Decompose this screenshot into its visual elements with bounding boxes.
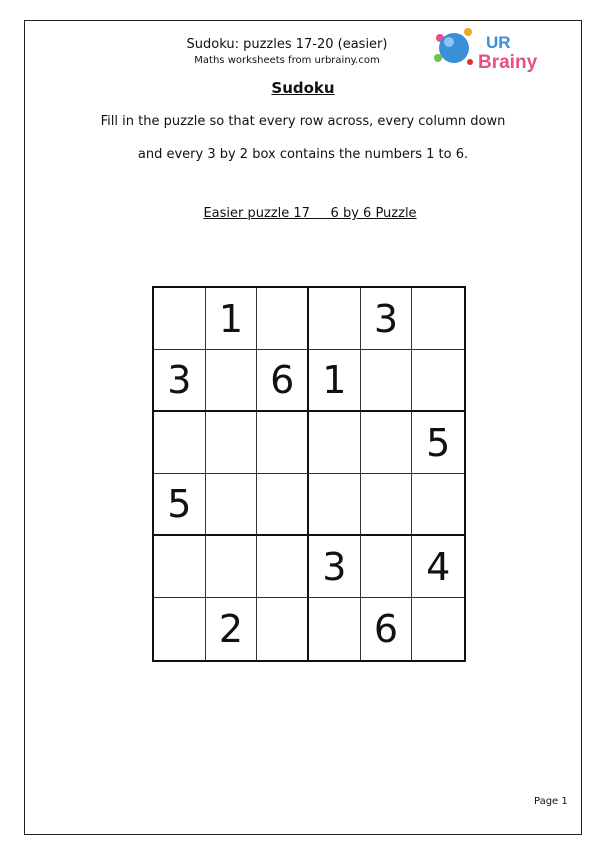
sudoku-cell-r3-c3[interactable] (257, 412, 309, 474)
sudoku-cell-r6-c3[interactable] (257, 598, 309, 660)
sudoku-cell-r3-c4[interactable] (309, 412, 361, 474)
logo-text-ur: UR (486, 33, 511, 52)
sudoku-cell-r3-c5[interactable] (361, 412, 413, 474)
sudoku-cell-r6-c6[interactable] (412, 598, 464, 660)
sudoku-cell-r6-c4[interactable] (309, 598, 361, 660)
worksheet-source: Maths worksheets from urbrainy.com (194, 55, 380, 66)
sudoku-cell-r3-c1[interactable] (154, 412, 206, 474)
sudoku-cell-r3-c2[interactable] (206, 412, 258, 474)
sudoku-cell-r5-c1[interactable] (154, 536, 206, 598)
sudoku-cell-r6-c5[interactable]: 6 (361, 598, 413, 660)
logo-globe (439, 33, 469, 63)
instruction-line-1: Fill in the puzzle so that every row across, every column down (100, 114, 506, 129)
sudoku-cell-r2-c1[interactable]: 3 (154, 350, 206, 412)
sudoku-cell-r3-c6[interactable]: 5 (412, 412, 464, 474)
worksheet-title: Sudoku: puzzles 17-20 (easier) (186, 37, 388, 52)
puzzle-label: Easier puzzle 17 6 by 6 Puzzle (203, 206, 417, 221)
logo-splash-orange (464, 28, 472, 36)
sudoku-cell-r2-c5[interactable] (361, 350, 413, 412)
sudoku-cell-r1-c1[interactable] (154, 288, 206, 350)
sudoku-cell-r1-c5[interactable]: 3 (361, 288, 413, 350)
sudoku-cell-r4-c4[interactable] (309, 474, 361, 536)
logo-text-brainy: Brainy (478, 52, 538, 73)
sudoku-cell-r2-c4[interactable]: 1 (309, 350, 361, 412)
sudoku-cell-r5-c4[interactable]: 3 (309, 536, 361, 598)
sudoku-cell-r2-c6[interactable] (412, 350, 464, 412)
sudoku-cell-r4-c1[interactable]: 5 (154, 474, 206, 536)
sudoku-cell-r1-c2[interactable]: 1 (206, 288, 258, 350)
page-number: Page 1 (534, 796, 568, 807)
urbrainy-logo (430, 24, 550, 76)
sudoku-cell-r6-c1[interactable] (154, 598, 206, 660)
instruction-line-2: and every 3 by 2 box contains the numbers 1 to 6. (137, 147, 469, 162)
sudoku-cell-r1-c4[interactable] (309, 288, 361, 350)
sudoku-grid (152, 286, 466, 662)
sudoku-cell-r4-c2[interactable] (206, 474, 258, 536)
sudoku-cell-r2-c2[interactable] (206, 350, 258, 412)
sudoku-cell-r5-c6[interactable]: 4 (412, 536, 464, 598)
sudoku-cell-r1-c6[interactable] (412, 288, 464, 350)
main-title: Sudoku (271, 79, 335, 97)
sudoku-cell-r5-c2[interactable] (206, 536, 258, 598)
sudoku-cell-r1-c3[interactable] (257, 288, 309, 350)
sudoku-cell-r5-c3[interactable] (257, 536, 309, 598)
sudoku-cell-r6-c2[interactable]: 2 (206, 598, 258, 660)
sudoku-cell-r4-c6[interactable] (412, 474, 464, 536)
sudoku-cell-r2-c3[interactable]: 6 (257, 350, 309, 412)
logo-splash-green (434, 54, 442, 62)
sudoku-cell-r4-c3[interactable] (257, 474, 309, 536)
sudoku-cell-r4-c5[interactable] (361, 474, 413, 536)
sudoku-cell-r5-c5[interactable] (361, 536, 413, 598)
logo-splash-red (467, 59, 473, 65)
